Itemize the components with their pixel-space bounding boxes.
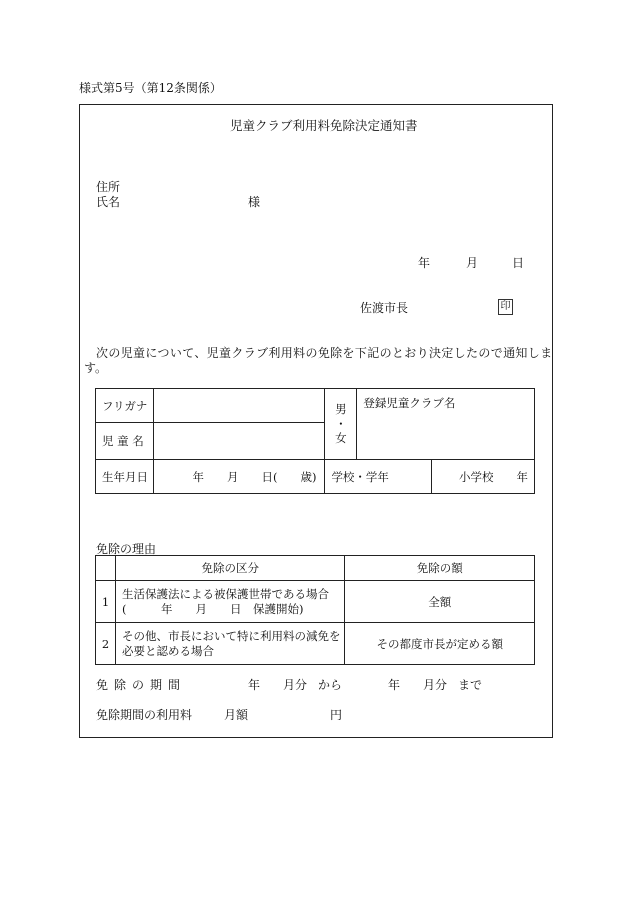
period-end-year: 年 bbox=[388, 678, 401, 692]
seal-stamp: 印 bbox=[498, 299, 513, 315]
child-name-field[interactable] bbox=[153, 423, 325, 460]
honorific: 様 bbox=[248, 195, 261, 209]
row-amount: 全額 bbox=[345, 581, 535, 623]
document-title: 児童クラブ利用料免除決定通知書 bbox=[230, 118, 418, 133]
child-name-label: 児 童 名 bbox=[96, 423, 154, 460]
row-number: 1 bbox=[96, 581, 116, 623]
school-grade-field[interactable]: 小学校 年 bbox=[432, 460, 535, 494]
gender-separator: ・ bbox=[335, 416, 347, 431]
period-start-month: 月分 bbox=[283, 678, 308, 692]
table-row bbox=[96, 581, 535, 623]
category-line-2: 必要と認める場合 bbox=[121, 643, 214, 658]
birth-date-field[interactable]: 年 月 日( 歳) bbox=[153, 460, 325, 494]
exemption-reason-table bbox=[95, 555, 535, 665]
header-amount: 免除の額 bbox=[345, 556, 535, 581]
date-month-label: 月 bbox=[466, 256, 479, 270]
body-text-line-2: す。 bbox=[84, 361, 108, 375]
table-row bbox=[96, 623, 535, 665]
furigana-field[interactable] bbox=[153, 389, 325, 423]
period-until: まで bbox=[458, 678, 483, 692]
gender-cell[interactable] bbox=[325, 389, 357, 460]
address-label: 住所 bbox=[96, 180, 121, 194]
row-category bbox=[115, 623, 345, 665]
club-name-label: 登録児童クラブ名 bbox=[363, 396, 456, 410]
furigana-label: フリガナ bbox=[96, 389, 154, 423]
fee-yen-label: 円 bbox=[330, 708, 343, 722]
category-line-1: 生活保護法による被保護世帯である場合 bbox=[121, 586, 329, 601]
row-number: 2 bbox=[96, 623, 116, 665]
birth-date-label: 生年月日 bbox=[96, 460, 154, 494]
category-line-2: ( 年 月 日 保護開始) bbox=[121, 601, 304, 616]
period-from: から bbox=[318, 678, 343, 692]
period-label: 免除の期間 bbox=[96, 678, 187, 692]
fee-label: 免除期間の利用料 bbox=[96, 708, 193, 722]
row-category bbox=[115, 581, 345, 623]
period-end-month: 月分 bbox=[423, 678, 448, 692]
period-start-year: 年 bbox=[248, 678, 261, 692]
reason-heading: 免除の理由 bbox=[96, 542, 157, 556]
body-text-line-1: 次の児童について、児童クラブ利用料の免除を下記のとおり決定したので通知しま bbox=[96, 346, 553, 360]
row-amount: その都度市長が定める額 bbox=[345, 623, 535, 665]
club-name-cell[interactable] bbox=[357, 389, 535, 460]
form-number: 様式第5号（第12条関係） bbox=[79, 81, 222, 95]
date-year-label: 年 bbox=[418, 256, 431, 270]
name-label: 氏名 bbox=[96, 195, 121, 209]
issuer-name: 佐渡市長 bbox=[360, 301, 409, 315]
date-day-label: 日 bbox=[512, 256, 525, 270]
gender-female: 女 bbox=[335, 431, 347, 446]
header-category: 免除の区分 bbox=[115, 556, 345, 581]
category-line-1: その他、市長において特に利用料の減免を bbox=[121, 628, 341, 643]
school-grade-label: 学校・学年 bbox=[325, 460, 432, 494]
gender-male: 男 bbox=[335, 402, 347, 417]
child-info-table bbox=[95, 388, 535, 494]
fee-monthly-label: 月額 bbox=[224, 708, 249, 722]
header-number-cell bbox=[96, 556, 116, 581]
